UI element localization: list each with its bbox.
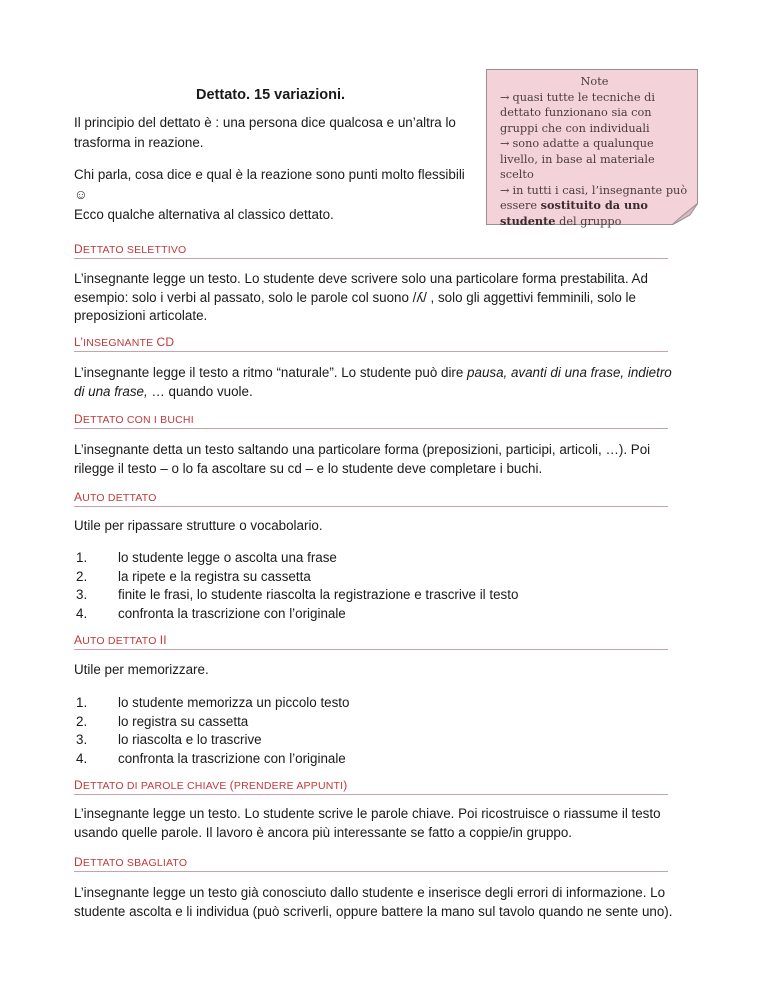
arrow-icon: → — [500, 183, 510, 197]
note-emphasis: sostituito da uno studente — [500, 198, 648, 228]
section-heading: DETTATO CON I BUCHI — [74, 412, 668, 429]
list-item: 3. finite le frasi, lo studente riascolta la registrazione e trascrive il testo — [76, 587, 519, 602]
list-item: 4. confronta la trascrizione con l’originale — [76, 605, 346, 621]
list-item: 1. lo studente memorizza un piccolo testo — [76, 695, 350, 710]
section-text: Utile per memorizzare. — [74, 662, 209, 677]
section-heading: AUTO DETTATO — [74, 490, 668, 507]
section-heading: DETTATO SBAGLIATO — [74, 855, 668, 872]
page-title: Dettato. 15 variazioni. — [196, 87, 346, 103]
intro-line: Chi parla, cosa dice e qual è la reazione sono punti molto flessibili ☺ — [74, 167, 465, 202]
list-item: 3. lo riascolta e lo trascrive — [76, 732, 262, 747]
steps-list — [74, 694, 349, 768]
list-item: 2. la ripete e la registra su cassetta — [76, 568, 311, 584]
intro-paragraph: Il principio del dettato è : una persona dice qualcosa e un’altra lo trasforma in reazione. — [74, 115, 456, 150]
section-text: L’insegnante legge un testo. Lo studente scrive le parole chiave. Poi ricostruisce o riassume il testo usando quelle parole. Il lavoro è ancora più interessante se fatto a coppie/in gruppo. — [74, 806, 661, 840]
note-item: → in tutti i casi, l’insegnante può essere sostituito da uno studente del gruppo — [500, 183, 688, 228]
intro-paragraph-2 — [74, 165, 466, 225]
section-text: L’insegnante legge un testo già conosciuto dallo studente e inserisce degli errori di informazione. Lo studente ascolta e li individua (può scriverli, oppure battere la mano sul tavolo quando ne sente uno). — [74, 885, 673, 919]
intro-line: Ecco qualche alternativa al classico dettato. — [74, 207, 334, 222]
note-title: Note — [580, 75, 609, 88]
section-text: L’insegnante legge il testo a ritmo “naturale”. Lo studente può dire pausa, avanti di una frase, indietro di una frase, … quando vuole. — [74, 365, 672, 399]
steps-list — [74, 549, 518, 623]
note-item: → sono adatte a qualunque livello, in base al materiale scelto — [500, 137, 655, 181]
section-text: Utile per ripassare strutture o vocabolario. — [74, 518, 323, 533]
list-item: 2. lo registra su cassetta — [76, 713, 249, 729]
arrow-icon: → — [500, 90, 510, 104]
section-text: L’insegnante legge un testo. Lo studente deve scrivere solo una particolare forma prestabilita. Ad esempio: solo i verbi al passato, solo le parole col suono /ʎ/ , solo gli aggettivi femminili, solo le preposizioni articolate. — [74, 271, 648, 323]
section-heading: L’INSEGNANTE CD — [74, 335, 668, 352]
section-heading: DETTATO SELETTIVO — [74, 242, 668, 259]
section-heading: DETTATO DI PAROLE CHIAVE (PRENDERE APPUNTI) — [74, 778, 668, 795]
list-item: 1. lo studente legge o ascolta una frase — [76, 550, 337, 565]
list-item: 4. confronta la trascrizione con l’originale — [76, 750, 346, 766]
section-text: L’insegnante detta un testo saltando una particolare forma (preposizioni, participi, articoli, …). Poi rilegge il testo – o lo fa ascoltare su cd – e lo studente deve completare i buchi. — [74, 442, 651, 476]
section-heading: AUTO DETTATO II — [74, 633, 668, 650]
arrow-icon: → — [500, 137, 510, 150]
note-item: → quasi tutte le tecniche di dettato funzionano sia con gruppi che con individuali — [500, 90, 655, 135]
sticky-note — [486, 69, 698, 228]
